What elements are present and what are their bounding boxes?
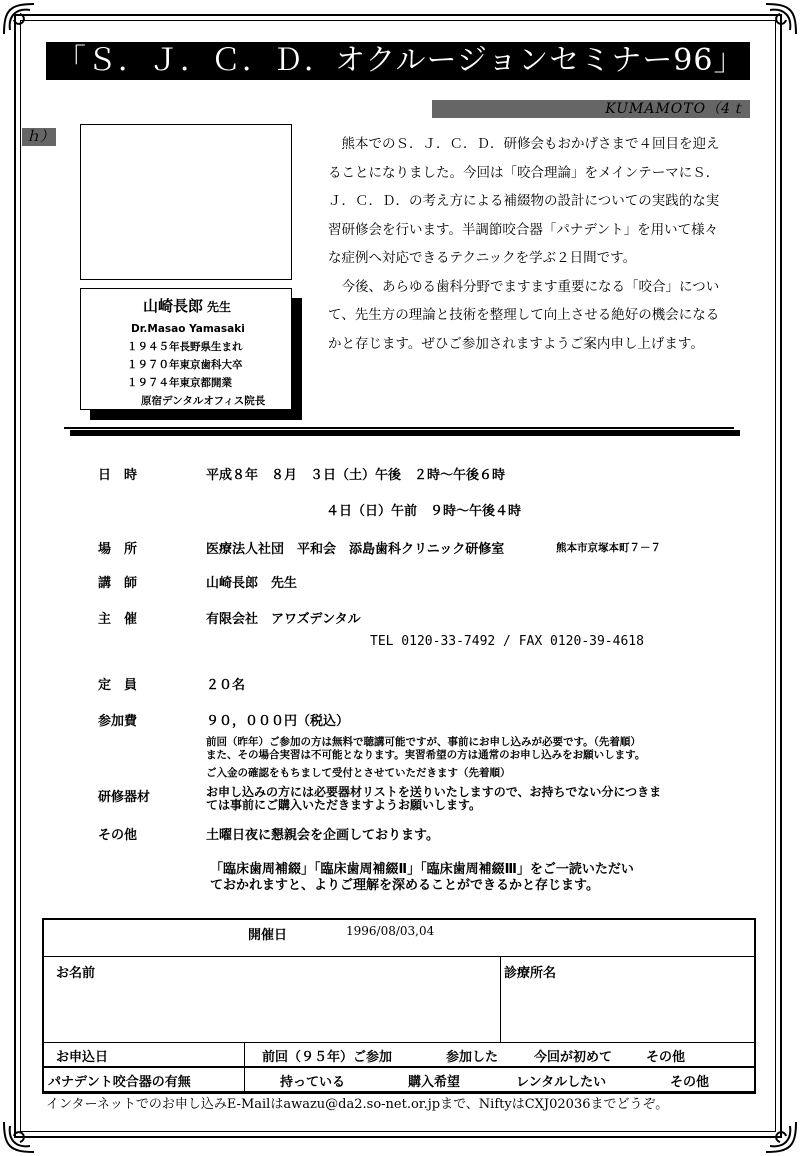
venue-address: 熊本市京塚本町７－７: [556, 542, 661, 554]
lecturer-name: [81, 295, 293, 316]
host-contact: TEL 0120-33-7492 / FAX 0120-39-4618: [370, 634, 644, 649]
panadent-option[interactable]: その他: [670, 1075, 710, 1090]
other-label: その他: [98, 828, 138, 843]
intro-paragraph: 熊本でのＳ．Ｊ．Ｃ．Ｄ．研修会もおかげさまで４回目を迎えることになりました。今回は「咬合理論」をメインテーマにＳ．Ｊ．Ｃ．Ｄ．の考え方による補綴物の設計についての実践的な実習研修会を行います。半調節咬合器「パナデント」を用いて様々な症例へ対応できるテクニックを学ぶ２日間です。: [328, 136, 720, 266]
instructor-label: 講 師: [98, 576, 138, 591]
form-rule: [244, 1042, 245, 1092]
lecturer-romaji: Dr.Masao Yamasaki: [131, 323, 245, 335]
name-field[interactable]: [56, 980, 492, 1036]
lecturer-honorific: 先生: [207, 300, 232, 314]
panadent-option[interactable]: レンタルしたい: [516, 1075, 607, 1090]
materials-label: 研修器材: [98, 790, 151, 805]
panadent-option[interactable]: 購入希望: [408, 1075, 461, 1090]
corner-ornament-icon: [764, 0, 800, 36]
other-value: 土曜日夜に懇親会を企画しております。: [206, 828, 439, 843]
application-form: [42, 918, 756, 1094]
materials-text: お申し込みの方には必要器材リストを送りいたしますので、お持ちでない分につきま: [206, 785, 662, 799]
host-label: 主 催: [98, 612, 138, 627]
clinic-field[interactable]: [504, 980, 744, 1036]
materials-text: ては事前にご購入いただきますようお願いします。: [206, 798, 482, 812]
location-tag-continued: ｈ）: [22, 128, 56, 146]
bio-line: １９７０年東京歯科大卒: [127, 359, 243, 371]
form-type-label: お申込日: [56, 1050, 109, 1065]
other-value-3: ておかれますと、よりご理解を深めることができるかと存じます。: [210, 878, 599, 893]
fee-note: ご入金の確認をもちまして受付とさせていただきます（先着順）: [206, 767, 511, 779]
fee-value: ９０，０００円（税込）: [206, 714, 350, 729]
venue-value: 医療法人社団 平和会 添島歯科クリニック研修室: [206, 542, 505, 557]
location-tag: KUMAMOTO（4ｔ: [432, 100, 750, 118]
bio-line: １９４５年長野県生まれ: [127, 341, 243, 353]
instructor-value: 山崎長郎 先生: [206, 576, 298, 591]
fee-note: また、その場合実習は不可能となります。実習希望の方は通常のお申し込みをお願いします。: [206, 749, 646, 761]
form-panadent-label: パナデント咬合器の有無: [48, 1075, 191, 1090]
lecturer-bio-card: [80, 288, 292, 410]
form-date-label: 開催日: [248, 928, 288, 943]
intro-text: [328, 130, 728, 358]
form-rule: [44, 1042, 754, 1043]
footer-contact: インターネットでのお申し込みE-Mailはawazu@da2.so-net.or.jpまで、NiftyはCXJ02036までどうぞ。: [46, 1097, 669, 1112]
type-option[interactable]: その他: [646, 1050, 686, 1065]
form-name-label: お名前: [56, 966, 96, 981]
form-date-value: 1996/08/03,04: [346, 924, 435, 938]
other-value-2: 「臨床歯周補綴」「臨床歯周補綴Ⅱ」「臨床歯周補綴Ⅲ」をご一読いただい: [210, 862, 634, 877]
datetime-value-2: ４日（日）午前 ９時〜午後４時: [326, 504, 522, 519]
type-option[interactable]: 前回（９５年）ご参加: [262, 1050, 393, 1065]
form-clinic-label: 診療所名: [504, 966, 557, 981]
lecturer-name-text: 山崎長郎: [142, 297, 203, 315]
section-divider: [70, 430, 740, 436]
datetime-label: 日 時: [98, 468, 138, 483]
form-rule: [500, 956, 501, 1042]
bio-line: １９７４年東京都開業: [127, 377, 232, 389]
type-option[interactable]: 参加した: [446, 1050, 499, 1065]
corner-ornament-icon: [764, 1120, 800, 1156]
corner-ornament-icon: [0, 1120, 36, 1156]
venue-label: 場 所: [98, 542, 138, 557]
datetime-value: 平成８年 ８月 ３日（土）午後 ２時〜午後６時: [206, 468, 506, 483]
fee-note: 前回（昨年）ご参加の方は無料で聴講可能ですが、事前にお申し込みが必要です。（先着順）: [206, 736, 641, 748]
bio-line: 原宿デンタルオフィス院長: [141, 395, 266, 407]
corner-ornament-icon: [0, 0, 36, 36]
capacity-value: ２０名: [206, 678, 246, 693]
host-value: 有限会社 アワズデンタル: [206, 612, 361, 627]
lecturer-photo: [80, 124, 292, 280]
type-option[interactable]: 今回が初めて: [534, 1050, 613, 1065]
form-rule: [44, 956, 754, 957]
form-rule: [44, 1066, 754, 1068]
page-title: 「Ｓ．Ｊ．Ｃ．Ｄ．オクルージョンセミナー96」: [46, 42, 750, 80]
panadent-option[interactable]: 持っている: [280, 1075, 346, 1090]
section-divider-line: [64, 427, 734, 429]
fee-label: 参加費: [98, 714, 138, 729]
capacity-label: 定 員: [98, 678, 138, 693]
intro-paragraph: 今後、あらゆる歯科分野でますます重要になる「咬合」について、先生方の理論と技術を整理して向上させる絶好の機会になるかと存じます。ぜひご参加されますようご案内申し上げます。: [328, 278, 720, 352]
